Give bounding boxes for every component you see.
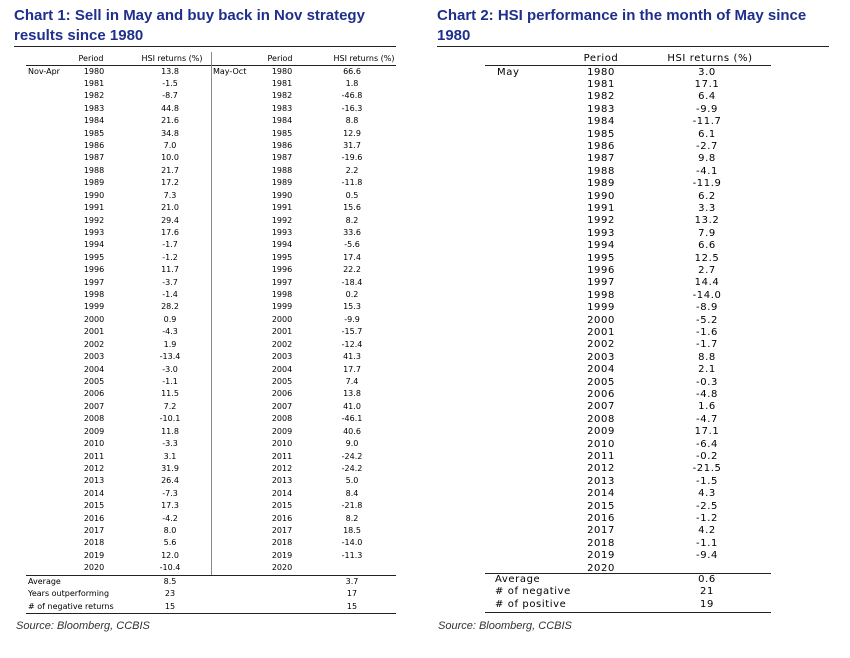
chart2-value: -4.1 bbox=[696, 165, 718, 177]
chart1-year-left: 2016 bbox=[83, 513, 105, 523]
chart1-year-left: 2001 bbox=[83, 327, 105, 337]
chart1-value-right: 1.8 bbox=[345, 78, 359, 88]
chart2-title-rule bbox=[437, 46, 829, 47]
chart1-year-left: 2019 bbox=[83, 550, 105, 560]
chart1-value-left: -4.3 bbox=[162, 327, 178, 337]
chart2-year: 2013 bbox=[587, 475, 615, 487]
chart1-year-left: 1980 bbox=[83, 66, 105, 76]
chart1-value-left: 0.9 bbox=[163, 314, 177, 324]
chart2-value: 3.3 bbox=[698, 202, 716, 214]
chart1-summary-label: Average bbox=[28, 577, 61, 586]
chart1-value-right: -11.3 bbox=[341, 550, 363, 560]
chart1-value-left: 7.2 bbox=[163, 401, 177, 411]
chart2-value: -1.7 bbox=[696, 339, 718, 351]
chart1-value-right: 12.9 bbox=[343, 128, 361, 138]
chart2-year: 2018 bbox=[587, 537, 615, 549]
chart1-value-left: -1.7 bbox=[162, 240, 178, 250]
chart2-value: 8.8 bbox=[698, 351, 716, 363]
chart2-year: 2020 bbox=[587, 562, 615, 574]
chart1-year-left: 1996 bbox=[83, 265, 105, 275]
chart1-year-left: 2008 bbox=[83, 414, 105, 424]
chart2-value: -14.0 bbox=[692, 289, 722, 301]
chart2-header-period: Period bbox=[583, 53, 619, 64]
chart1-year-right: 1983 bbox=[271, 103, 293, 113]
chart1-year-right: 2018 bbox=[271, 538, 293, 548]
chart1-value-right: -21.8 bbox=[341, 501, 363, 511]
chart2-value: 13.2 bbox=[694, 215, 720, 227]
chart2-value: 4.3 bbox=[698, 488, 716, 500]
chart2-value: 2.1 bbox=[698, 364, 716, 376]
chart1-value-left: 21.0 bbox=[161, 203, 179, 213]
chart2-year: 1995 bbox=[587, 252, 615, 264]
chart1-year-left: 1983 bbox=[83, 103, 105, 113]
chart1-value-right: 18.5 bbox=[343, 526, 361, 536]
chart1-year-left: 2013 bbox=[83, 476, 105, 486]
chart1-year-right: 2020 bbox=[271, 563, 293, 573]
chart1-bottom-rule bbox=[26, 613, 396, 614]
chart1-value-left: 17.2 bbox=[161, 178, 179, 188]
chart2-source: Source: Bloomberg, CCBIS bbox=[438, 620, 572, 632]
chart2-value: 4.2 bbox=[698, 525, 716, 537]
chart1-summary-right: 17 bbox=[346, 589, 358, 599]
chart2-year: 2002 bbox=[587, 339, 615, 351]
chart1-year-left: 1988 bbox=[83, 165, 105, 175]
chart2-year: 1988 bbox=[587, 165, 615, 177]
chart2-year: 1990 bbox=[587, 190, 615, 202]
chart1-value-right: 15.3 bbox=[343, 302, 361, 312]
chart1-value-right: 8.8 bbox=[345, 116, 359, 126]
chart1-year-left: 1991 bbox=[83, 203, 105, 213]
chart1-value-right: -5.6 bbox=[344, 240, 360, 250]
chart2-value: 6.2 bbox=[698, 190, 716, 202]
chart1-year-right: 2013 bbox=[271, 476, 293, 486]
chart1-year-left: 1982 bbox=[83, 91, 105, 101]
chart1-year-left: 2006 bbox=[83, 389, 105, 399]
chart2-year: 2006 bbox=[587, 388, 615, 400]
chart1-header-period-right: Period bbox=[267, 54, 293, 63]
chart1-year-right: 1987 bbox=[271, 153, 293, 163]
chart2-summary-label: # of positive bbox=[495, 598, 567, 610]
chart1-value-left: -1.4 bbox=[162, 290, 178, 300]
chart1-year-right: 2003 bbox=[271, 352, 293, 362]
chart1-year-right: 1990 bbox=[271, 190, 293, 200]
chart2-year: 2000 bbox=[587, 314, 615, 326]
chart2-year: 1991 bbox=[587, 202, 615, 214]
chart1-value-right: 0.5 bbox=[345, 190, 359, 200]
chart1-header-returns-right: HSI returns (%) bbox=[333, 54, 395, 63]
chart1-year-left: 2003 bbox=[83, 352, 105, 362]
chart2-year: 1987 bbox=[587, 153, 615, 165]
chart2-value: 14.4 bbox=[694, 277, 720, 289]
chart2-summary-value: 21 bbox=[700, 586, 714, 598]
chart1-year-right: 2002 bbox=[271, 339, 293, 349]
chart2-value: -9.9 bbox=[696, 103, 718, 115]
chart1-value-left: 44.8 bbox=[161, 103, 179, 113]
chart1-value-right: -46.1 bbox=[341, 414, 363, 424]
chart1-year-right: 1991 bbox=[271, 203, 293, 213]
chart2-table bbox=[425, 0, 850, 658]
chart1-value-left: 34.8 bbox=[161, 128, 179, 138]
chart2-value: -21.5 bbox=[692, 463, 722, 475]
chart1-year-left: 1990 bbox=[83, 190, 105, 200]
chart2-value: -5.2 bbox=[696, 314, 718, 326]
chart1-value-right: -18.4 bbox=[341, 277, 363, 287]
chart1-value-right: 15.6 bbox=[343, 203, 361, 213]
chart2-value: 9.8 bbox=[698, 153, 716, 165]
chart1-value-right: -16.3 bbox=[341, 103, 363, 113]
chart1-year-right: 2005 bbox=[271, 377, 293, 386]
chart1-value-left: 29.4 bbox=[161, 215, 179, 225]
chart1-year-left: 1984 bbox=[83, 116, 105, 126]
chart1-year-left: 2010 bbox=[83, 439, 105, 449]
chart1-year-right: 1993 bbox=[271, 227, 293, 237]
chart2-summary-value: 19 bbox=[700, 598, 714, 610]
chart1-year-left: 1998 bbox=[83, 290, 105, 300]
chart1-year-right: 1998 bbox=[271, 290, 293, 300]
chart1-year-right: 1985 bbox=[271, 128, 293, 138]
chart2-year: 1999 bbox=[587, 302, 615, 314]
chart1-year-right: 2008 bbox=[271, 414, 293, 424]
chart1-value-right: -12.4 bbox=[341, 339, 363, 349]
chart2-year: 2008 bbox=[587, 413, 615, 425]
chart1-value-left: 7.0 bbox=[163, 141, 177, 151]
chart1-year-left: 1992 bbox=[83, 215, 105, 225]
chart1-value-left: 1.9 bbox=[163, 339, 177, 349]
chart1-year-left: 1995 bbox=[83, 252, 105, 262]
chart1-year-left: 2012 bbox=[83, 463, 105, 473]
chart1-year-right: 2006 bbox=[271, 389, 293, 399]
chart1-value-left: -1.5 bbox=[162, 78, 178, 88]
chart2-value: -4.7 bbox=[696, 413, 718, 425]
chart2-year: 1983 bbox=[587, 103, 615, 115]
chart1-value-right: -19.6 bbox=[341, 153, 363, 163]
chart1-value-left: -4.2 bbox=[162, 513, 178, 523]
chart2-summary-label: # of negative bbox=[495, 586, 571, 598]
chart2-year: 1982 bbox=[587, 91, 615, 103]
chart2-value: 6.6 bbox=[698, 240, 716, 252]
chart2-year: 1994 bbox=[587, 240, 615, 252]
chart1-year-right: 2019 bbox=[271, 550, 293, 560]
chart1-header-returns-left: HSI returns (%) bbox=[141, 54, 203, 63]
chart1-year-left: 2015 bbox=[83, 501, 105, 511]
chart1-title: Chart 1: Sell in May and buy back in Nov strategy results since 1980 bbox=[14, 7, 365, 44]
chart2-year: 1986 bbox=[587, 140, 615, 152]
chart2-value: 2.7 bbox=[698, 264, 716, 276]
chart1-value-left: 3.1 bbox=[163, 451, 177, 461]
chart1-summary-label: # of negative returns bbox=[28, 601, 114, 611]
chart1-value-left: -10.1 bbox=[159, 414, 181, 424]
chart1-value-left: 10.0 bbox=[161, 153, 179, 163]
chart2-value: -1.6 bbox=[696, 326, 718, 338]
chart1-value-left: -1.1 bbox=[162, 377, 178, 386]
chart1-year-right: 2001 bbox=[271, 327, 293, 337]
chart2-summary-label: Average bbox=[495, 574, 541, 585]
chart1-summary-right: 3.7 bbox=[345, 577, 359, 586]
chart1-label-left: Nov-Apr bbox=[28, 66, 60, 76]
chart2-value: -11.9 bbox=[692, 178, 722, 190]
chart2-year: 1985 bbox=[587, 128, 615, 140]
chart1-year-right: 1984 bbox=[271, 116, 293, 126]
chart2-year: 2011 bbox=[587, 450, 615, 462]
chart1-value-right: 2.2 bbox=[345, 165, 359, 175]
chart1-value-right: 33.6 bbox=[343, 227, 361, 237]
chart2-year: 1993 bbox=[587, 227, 615, 239]
chart1-value-left: 5.6 bbox=[163, 538, 177, 548]
chart1-value-right: 7.4 bbox=[345, 377, 359, 386]
chart1-summary-right: 15 bbox=[346, 601, 358, 611]
chart1-value-left: 17.6 bbox=[161, 227, 179, 237]
chart2-year: 1997 bbox=[587, 277, 615, 289]
chart1-value-left: 28.2 bbox=[161, 302, 179, 312]
chart1-year-right: 2016 bbox=[271, 513, 293, 523]
chart1-value-right: 17.4 bbox=[343, 252, 361, 262]
chart1-year-right: 2007 bbox=[271, 401, 293, 411]
chart2-value: -0.2 bbox=[696, 450, 718, 462]
chart2-year: 2019 bbox=[587, 550, 615, 562]
chart1-year-right: 1982 bbox=[271, 91, 293, 101]
chart1-value-right: -46.8 bbox=[341, 91, 363, 101]
chart1-value-left: -8.7 bbox=[162, 91, 178, 101]
chart1-value-left: 31.9 bbox=[161, 463, 179, 473]
chart2-value: 6.4 bbox=[698, 91, 716, 103]
chart2-value: -1.2 bbox=[696, 512, 718, 524]
chart1-year-left: 2007 bbox=[83, 401, 105, 411]
chart1-year-left: 2020 bbox=[83, 563, 105, 573]
chart1-summary-left: 8.5 bbox=[163, 577, 177, 586]
chart1-value-left: 17.3 bbox=[161, 501, 179, 511]
chart1-value-left: 8.0 bbox=[163, 526, 177, 536]
chart1-year-right: 1981 bbox=[271, 78, 293, 88]
chart1-year-right: 2015 bbox=[271, 501, 293, 511]
chart2-year: 1984 bbox=[587, 116, 615, 128]
chart1-divider bbox=[211, 52, 212, 576]
chart2-summary-value: 0.6 bbox=[698, 574, 716, 585]
chart2-year: 1992 bbox=[587, 215, 615, 227]
chart1-year-left: 2011 bbox=[83, 451, 105, 461]
chart1-year-left: 2005 bbox=[83, 377, 105, 386]
chart1-value-right: 66.6 bbox=[343, 66, 361, 76]
chart1-year-right: 1992 bbox=[271, 215, 293, 225]
chart2-year: 1989 bbox=[587, 178, 615, 190]
chart1-year-right: 1989 bbox=[271, 178, 293, 188]
chart1-value-right: -11.8 bbox=[341, 178, 363, 188]
chart1-year-right: 1995 bbox=[271, 252, 293, 262]
chart2-value: 1.6 bbox=[698, 401, 716, 413]
chart2-value: 12.5 bbox=[694, 252, 720, 264]
chart1-year-left: 2018 bbox=[83, 538, 105, 548]
chart1-value-right: 8.4 bbox=[345, 488, 359, 498]
chart1-value-left: 26.4 bbox=[161, 476, 179, 486]
chart2-year: 2012 bbox=[587, 463, 615, 475]
chart2-value: 7.9 bbox=[698, 227, 716, 239]
chart1-value-left: 7.3 bbox=[163, 190, 177, 200]
chart2-value: 6.1 bbox=[698, 128, 716, 140]
chart1-year-left: 1986 bbox=[83, 141, 105, 151]
chart2-value: -1.1 bbox=[696, 537, 718, 549]
chart1-year-right: 1994 bbox=[271, 240, 293, 250]
chart1-value-left: -3.0 bbox=[162, 364, 178, 374]
chart1-value-right: 8.2 bbox=[345, 215, 359, 225]
chart2-year: 2017 bbox=[587, 525, 615, 537]
chart2-value: 17.1 bbox=[694, 426, 720, 438]
chart1-year-right: 1986 bbox=[271, 141, 293, 151]
chart1-year-right: 1988 bbox=[271, 165, 293, 175]
chart1-year-left: 1993 bbox=[83, 227, 105, 237]
chart1-value-right: 41.0 bbox=[343, 401, 361, 411]
chart2-value: -2.5 bbox=[696, 500, 718, 512]
chart2-year: 2015 bbox=[587, 500, 615, 512]
chart1-year-right: 2000 bbox=[271, 314, 293, 324]
chart2-year: 2009 bbox=[587, 426, 615, 438]
chart1-value-right: 9.0 bbox=[345, 439, 359, 449]
chart1-value-left: 21.6 bbox=[161, 116, 179, 126]
chart2-value: -11.7 bbox=[692, 116, 722, 128]
chart1-year-left: 2017 bbox=[83, 526, 105, 536]
chart1-year-left: 1994 bbox=[83, 240, 105, 250]
chart2-value: -2.7 bbox=[696, 140, 718, 152]
chart1-year-left: 2009 bbox=[83, 426, 105, 436]
chart1-value-left: -3.7 bbox=[162, 277, 178, 287]
chart1-value-left: 12.0 bbox=[161, 550, 179, 560]
chart1-value-right: 5.0 bbox=[345, 476, 359, 486]
chart1-value-right: -14.0 bbox=[341, 538, 363, 548]
chart2-value: -6.4 bbox=[696, 438, 718, 450]
chart1-year-right: 2014 bbox=[271, 488, 293, 498]
chart2-label: May bbox=[497, 66, 520, 78]
chart1-value-left: 11.7 bbox=[161, 265, 179, 275]
chart1-title-rule bbox=[14, 46, 396, 47]
chart1-year-left: 2002 bbox=[83, 339, 105, 349]
chart1-value-right: 0.2 bbox=[345, 290, 359, 300]
chart2-year: 1981 bbox=[587, 78, 615, 90]
chart2-year: 1996 bbox=[587, 264, 615, 276]
chart1-value-left: 11.5 bbox=[161, 389, 179, 399]
chart2-year: 2004 bbox=[587, 364, 615, 376]
chart1-summary-left: 15 bbox=[164, 601, 176, 611]
chart1-value-left: 13.8 bbox=[161, 66, 179, 76]
chart1-value-left: 21.7 bbox=[161, 165, 179, 175]
chart1-year-left: 1981 bbox=[83, 78, 105, 88]
chart1-value-right: 31.7 bbox=[343, 141, 361, 151]
chart2-value: -8.9 bbox=[696, 302, 718, 314]
chart1-year-left: 1985 bbox=[83, 128, 105, 138]
chart2-header-returns: HSI returns (%) bbox=[667, 53, 753, 64]
chart1-summary-label: Years outperforming bbox=[28, 589, 110, 599]
chart1-year-left: 1999 bbox=[83, 302, 105, 312]
chart2-year: 2003 bbox=[587, 351, 615, 363]
chart1-value-left: -13.4 bbox=[159, 352, 181, 362]
chart2-value: -9.4 bbox=[696, 550, 718, 562]
chart1-header-period-left: Period bbox=[78, 54, 104, 63]
chart1-year-right: 2011 bbox=[271, 451, 293, 461]
chart1-value-left: -1.2 bbox=[162, 252, 178, 262]
chart1-year-right: 2004 bbox=[271, 364, 293, 374]
chart1-year-right: 2010 bbox=[271, 439, 293, 449]
chart1-year-left: 2004 bbox=[83, 364, 105, 374]
chart1-value-left: -10.4 bbox=[159, 563, 181, 573]
chart2-year: 2007 bbox=[587, 401, 615, 413]
chart2-year: 2005 bbox=[587, 376, 615, 388]
chart1-year-right: 1980 bbox=[271, 66, 293, 76]
chart1-summary-left: 23 bbox=[164, 589, 176, 599]
chart2-year: 1980 bbox=[587, 66, 615, 78]
chart1-value-left: 11.8 bbox=[161, 426, 179, 436]
chart1-year-left: 2014 bbox=[83, 488, 105, 498]
chart1-year-right: 2017 bbox=[271, 526, 293, 536]
chart1-year-right: 1996 bbox=[271, 265, 293, 275]
chart2-year: 1998 bbox=[587, 289, 615, 301]
chart1-year-right: 2012 bbox=[271, 463, 293, 473]
chart2-year: 2010 bbox=[587, 438, 615, 450]
chart1-year-left: 1987 bbox=[83, 153, 105, 163]
chart1-value-left: -7.3 bbox=[162, 488, 178, 498]
chart1-value-right: -24.2 bbox=[341, 451, 363, 461]
chart1-year-right: 1999 bbox=[271, 302, 293, 312]
chart1-value-right: 8.2 bbox=[345, 513, 359, 523]
chart2-year: 2001 bbox=[587, 326, 615, 338]
chart1-value-right: 22.2 bbox=[343, 265, 361, 275]
chart1-year-right: 1997 bbox=[271, 277, 293, 287]
chart1-year-left: 1997 bbox=[83, 277, 105, 287]
chart1-label-right: May-Oct bbox=[213, 66, 247, 76]
chart1-value-right: -9.9 bbox=[344, 314, 360, 324]
chart2-year: 2016 bbox=[587, 512, 615, 524]
chart1-year-left: 2000 bbox=[83, 314, 105, 324]
chart1-value-right: 41.3 bbox=[343, 352, 361, 362]
chart1-value-right: 17.7 bbox=[343, 364, 361, 374]
chart2-bottom-rule bbox=[485, 612, 771, 613]
chart1-year-right: 2009 bbox=[271, 426, 293, 436]
chart2-value: 3.0 bbox=[698, 66, 716, 78]
chart2-value: 17.1 bbox=[694, 78, 720, 90]
chart1-value-right: 13.8 bbox=[343, 389, 361, 399]
chart1-year-left: 1989 bbox=[83, 178, 105, 188]
chart1-source: Source: Bloomberg, CCBIS bbox=[16, 620, 150, 632]
chart2-value: -1.5 bbox=[696, 475, 718, 487]
chart1-value-right: -24.2 bbox=[341, 463, 363, 473]
chart2-value: -4.8 bbox=[696, 388, 718, 400]
chart1-value-left: -3.3 bbox=[162, 439, 178, 449]
chart2-value: -0.3 bbox=[696, 376, 718, 388]
chart2-title: Chart 2: HSI performance in the month of May since 1980 bbox=[437, 7, 807, 44]
chart1-value-right: 40.6 bbox=[343, 426, 361, 436]
chart2-year: 2014 bbox=[587, 488, 615, 500]
chart1-value-right: -15.7 bbox=[341, 327, 363, 337]
